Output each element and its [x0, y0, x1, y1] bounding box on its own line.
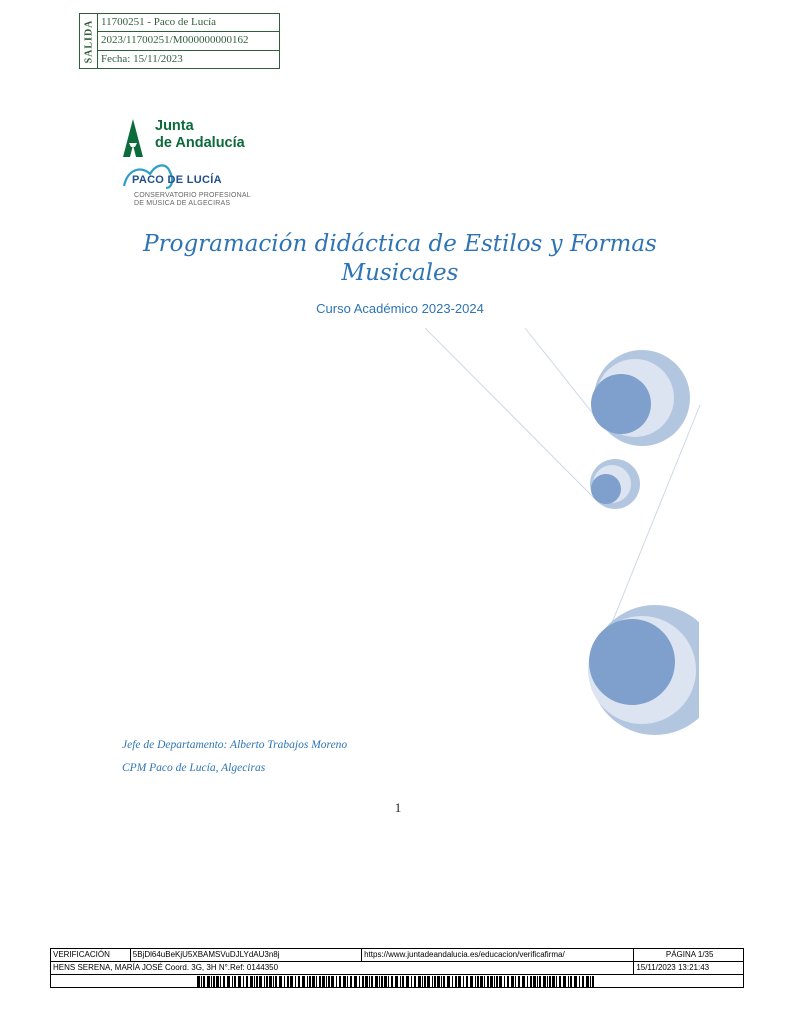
registry-stamp — [79, 13, 280, 69]
verification-code: 5BjDl64uBeKjU5XBAMSVuDJLYdAU3n8j — [131, 949, 362, 961]
institution-location: CPM Paco de Lucía, Algeciras — [122, 762, 266, 774]
junta-logo-text: Junta de Andalucía — [155, 118, 245, 151]
stamp-line-center: 11700251 - Paco de Lucía — [98, 14, 279, 32]
deco-line — [425, 328, 598, 502]
deco-circle — [589, 619, 675, 705]
decorative-circles — [420, 320, 710, 745]
signer-info: HENS SERENA, MARÍA JOSÉ Coord. 3G, 3H N°.Ref: 0144350 — [51, 962, 634, 974]
stamp-line-date: Fecha: 15/11/2023 — [101, 52, 183, 65]
stamp-side-label: SALIDA — [80, 14, 98, 68]
signature-datetime: 15/11/2023 13:21:43 — [636, 963, 710, 972]
conservatory-subtitle: CONSERVATORIO PROFESIONAL DE MÚSICA DE ALGECIRAS — [134, 192, 251, 207]
barcode-icon — [51, 975, 743, 988]
paco-de-lucia-logo-text: PACO DE LUCÍA — [132, 174, 222, 186]
page-count: PÁGINA 1/35 — [665, 950, 714, 959]
document-title: Programación didáctica de Estilos y Formas Musicales — [143, 231, 657, 286]
deco-circle — [591, 374, 651, 434]
deco-line — [525, 328, 598, 420]
verification-label: VERIFICACIÓN — [51, 949, 131, 961]
verification-url[interactable]: https://www.juntadeandalucia.es/educacion/verificafirma/ — [362, 949, 634, 961]
stamp-line-registry: 2023/11700251/M000000000162 — [98, 32, 279, 50]
verification-box — [50, 948, 744, 988]
department-head: Jefe de Departamento: Alberto Trabajos Moreno — [122, 739, 348, 751]
academic-year: Curso Académico 2023-2024 — [316, 301, 484, 316]
page-number: 1 — [394, 800, 402, 815]
deco-circle — [591, 474, 621, 504]
